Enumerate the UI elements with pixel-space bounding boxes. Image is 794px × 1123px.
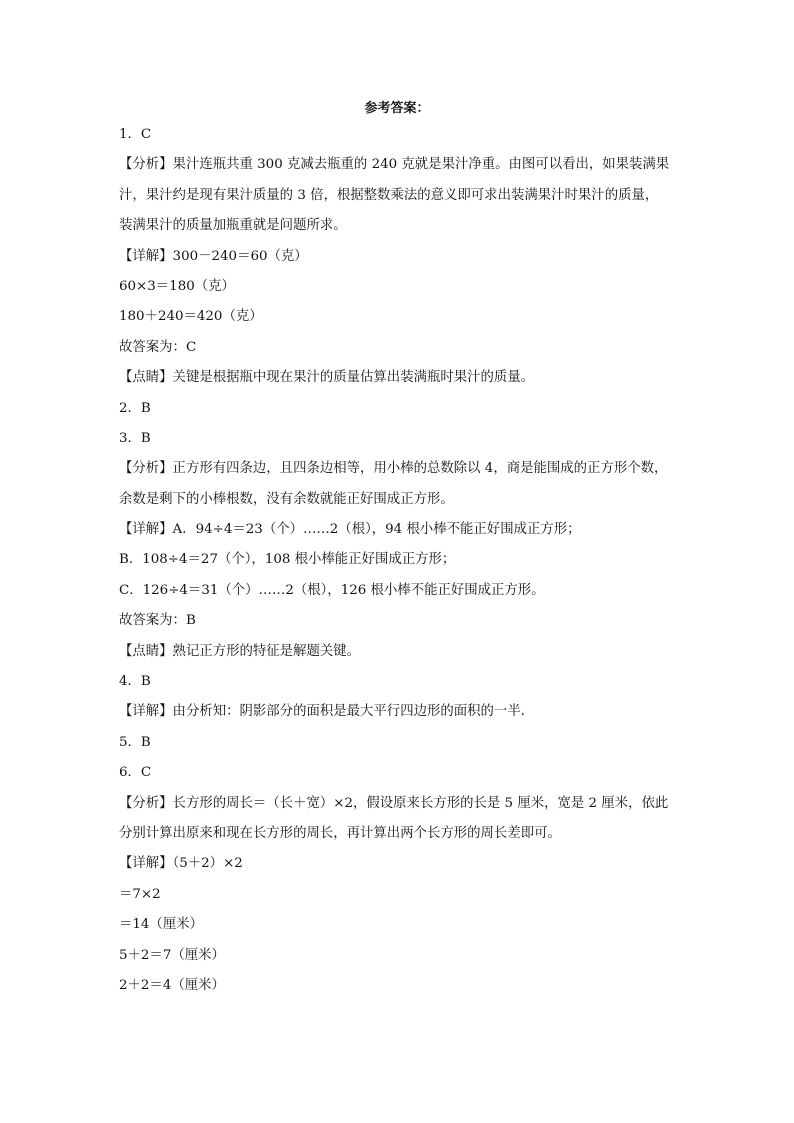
text-line: 【详解】300－240＝60（克） — [119, 248, 308, 264]
text-line: C．126÷4＝31（个）……2（根），126 根小棒不能正好围成正方形。 — [119, 582, 545, 598]
text-line: 5．B — [119, 734, 151, 750]
text-line: 分别计算出原来和现在长方形的周长，再计算出两个长方形的周长差即可。 — [119, 825, 561, 841]
text-line: 2．B — [119, 400, 151, 416]
text-line: 【详解】（5＋2）×2 — [119, 856, 243, 872]
text-line: 6．C — [119, 765, 152, 781]
text-line: 汁，果汁约是现有果汁质量的 3 倍，根据整数乘法的意义即可求出装满果汁时果汁的质量， — [119, 187, 659, 203]
text-line: 【分析】长方形的周长＝（长＋宽）×2，假设原来长方形的长是 5 厘米，宽是 2 厘米，依此 — [119, 795, 669, 811]
text-line: 【详解】A．94÷4＝23（个）……2（根），94 根小棒不能正好围成正方形； — [119, 522, 581, 538]
text-line: 4．B — [119, 674, 151, 690]
answer-body — [119, 120, 689, 1001]
text-line: 【分析】正方形有四条边，且四条边相等，用小棒的总数除以 4，商是能围成的正方形个数， — [119, 461, 668, 477]
text-line: 故答案为：C — [119, 339, 197, 355]
text-line: 1．C — [119, 127, 152, 142]
text-line: 余数是剩下的小棒根数，没有余数就能正好围成正方形。 — [119, 491, 454, 507]
text-line: 装满果汁的质量加瓶重就是问题所求。 — [119, 218, 347, 234]
text-line: 故答案为：B — [119, 613, 196, 629]
text-line: 【详解】由分析知：阴影部分的面积是最大平行四边形的面积的一半． — [119, 704, 535, 720]
text-line: 【点睛】关键是根据瓶中现在果汁的质量估算出装满瓶时果汁的质量。 — [119, 370, 535, 386]
text-line: ＝7×2 — [119, 886, 161, 902]
page-title: 参考答案： — [364, 101, 430, 116]
text-line: 【点睛】熟记正方形的特征是解题关键。 — [119, 643, 361, 659]
text-line: 60×3＝180（克） — [119, 278, 235, 294]
text-line: ＝14（厘米） — [119, 917, 203, 933]
text-line: 180＋240＝420（克） — [119, 309, 263, 325]
text-line: B．108÷4＝27（个），108 根小棒能正好围成正方形； — [119, 552, 456, 568]
text-line: 5＋2＝7（厘米） — [119, 947, 225, 963]
text-line: 【分析】果汁连瓶共重 300 克减去瓶重的 240 克就是果汁净重。由图可以看出，如果装满果 — [119, 157, 670, 173]
text-line: 2＋2＝4（厘米） — [119, 977, 225, 993]
text-line: 3．B — [119, 430, 151, 446]
